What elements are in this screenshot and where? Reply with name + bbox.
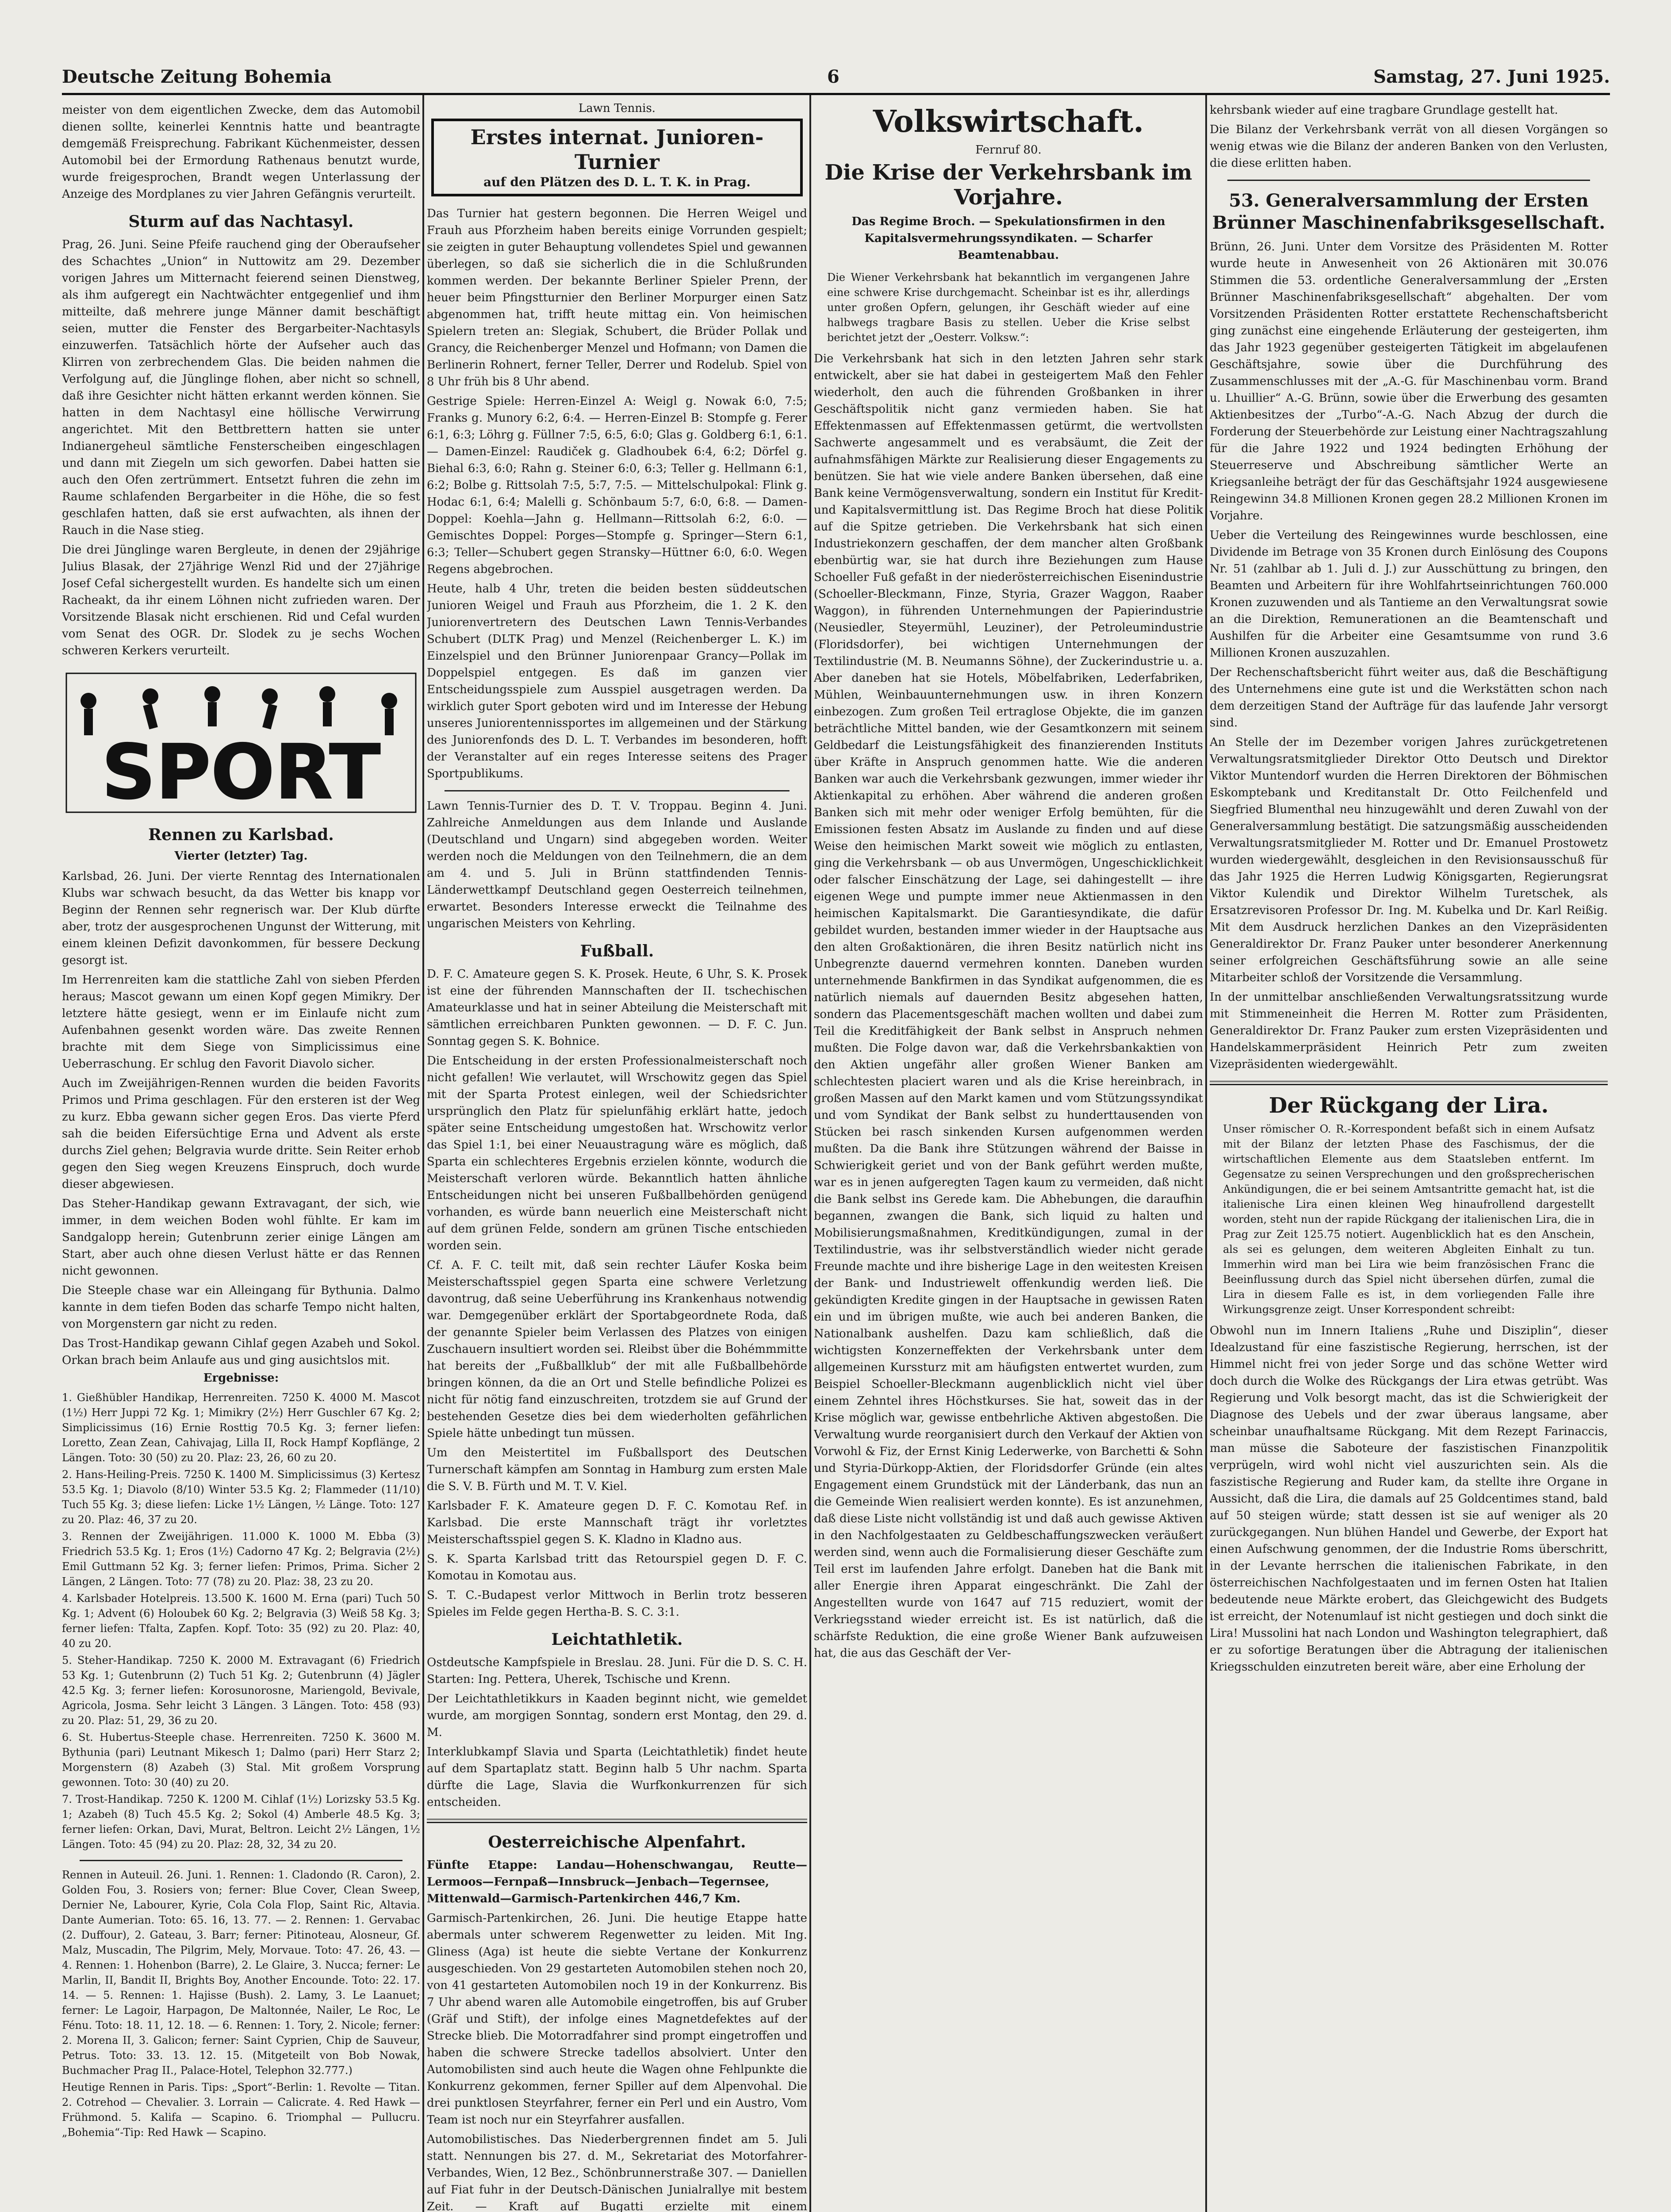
article-text: In der unmittelbar anschließenden Verwaltungsratssitzung wurde mit Stimmeneinheit die Herren M. Rotter zum Präsidenten, Generaldirektor Dr. Franz Pauker zum ersten Vizepräsidenten und Handelskammerpräsident Heinrich Petr zum zweiten Vizepräsidenten wiedergewählt.	[1210, 991, 1608, 1071]
article-text: Das Steher-Handikap gewann Extravagant, der sich, wie immer, in dem weichen Boden wohl fühlte. Er kam im Sandgalopp herein; Gutenbrunn zerier einige Längen am Start, aber auch ohne diesen Verlust hätte er das Rennen nicht gewonnen.	[62, 1197, 420, 1278]
headline-leichtathletik: Leichtathletik.	[551, 1630, 683, 1649]
article-text: Auch im Zweijährigen-Rennen wurden die beiden Favorits Primos und Prima geschlagen. Für den ersteren ist der Weg zu kurz. Ebba gewann sicher gegen Eros. Das vierte Pferd sah die beiden Eifersüchtige Erna und Advent als erste durchs Ziel gehen; Belgravia wurde dritte. Sein Reiter erhob gegen den Sieg wegen Kreuzens Einspruch, doch wurde dieser abgewiesen.	[62, 1077, 420, 1191]
article-text: Der Rechenschaftsbericht führt weiter aus, daß die Beschäftigung des Unternehmens eine gute ist und die Werkstätten schon nach dem derzeitigen Stand der Aufträge für das laufende Jahr versorgt sind.	[1210, 666, 1608, 730]
box-subtitle: auf den Plätzen des D. L. T. K. in Prag.	[483, 175, 751, 189]
newspaper-name: Deutsche Zeitung Bohemia	[62, 66, 332, 87]
column-rule	[1205, 95, 1207, 2212]
column-1	[62, 102, 420, 2142]
race-result: 6. St. Hubertus-Steeple chase. Herrenreiten. 7250 K. 3600 M. Bythunia (pari) Leutnant Mikesch 1; Dalmo (pari) Herr Starz 2; Morgenstern (8) Azabeh (3) Stal. Mit großem Vorsprung gewonnen. Toto: 30 (40) zu 20.	[62, 1731, 420, 1789]
article-text: Die Bilanz der Verkehrsbank verrät von all diesen Vorgängen so wenig etwas wie die Bilanz der anderen Banken von den Verlusten, die diese erlitten haben.	[1210, 123, 1608, 170]
column-3	[814, 102, 1203, 1664]
article-text: D. F. C. Amateure gegen S. K. Prosek. Heute, 6 Uhr, S. K. Prosek ist eine der führenden Mannschaften der II. tschechischen Amateurklasse und hat in seiner Abteilung die Meisterschaft mit sämtlichen erreichbaren Punkten gewonnen. — D. F. C. Jun. Sonntag gegen S. K. Bohnice.	[427, 968, 807, 1048]
article-text: Das Turnier hat gestern begonnen. Die Herren Weigel und Frauh aus Pforzheim haben bereits einige Vorrunden gespielt; sie zeigten in guter Behauptung vollendetes Spiel und gewannen überlegen, so daß sie sicherlich die in die Schlußrunden kommen werden. Der bekannte Berliner Spieler Prenn, der heuer beim Pfingstturnier den Berliner Morpurger einen Satz abgenommen hat, trifft heute mittag ein. Von heimischen Spielern treten an: Slegiak, Schubert, die Brüder Pollak und Grancy, die Reichenberger Menzel und Hofmann; von Damen die Berlinerin Rohnert, ferner Teller, Derrer und Rodelub. Spiel von 8 Uhr früh bis 8 Uhr abend.	[427, 207, 807, 388]
article-text: Interklubkampf Slavia und Sparta (Leichtathletik) findet heute auf dem Spartaplatz statt. Beginn halb 5 Uhr nachm. Sparta dürfte die Lage, Slavia die Wurfkonkurrenzen für sich entscheiden.	[427, 1745, 807, 1809]
divider	[80, 1860, 402, 1861]
headline-sturm: Sturm auf das Nachtasyl.	[128, 212, 354, 231]
article-text: S. T. C.-Budapest verlor Mittwoch in Berlin trotz besseren Spieles im Felde gegen Hertha-B. S. C. 3:1.	[427, 1589, 807, 1619]
race-result: 3. Rennen der Zweijährigen. 11.000 K. 1000 M. Ebba (3) Friedrich 53.5 Kg. 1; Eros (1½) Cadorno 47 Kg. 2; Belgravia (2½) Emil Guttmann 52 Kg. 3; ferner liefen: Primos, Prima. Sicher 2 Längen, 2 Längen. Toto: 77 (78) zu 20. Plaz: 38, 23 zu 20.	[62, 1530, 420, 1588]
article-text: Die drei Jünglinge waren Bergleute, in denen der 29jährige Julius Blasak, der 27jährige Wenzl Rid und der 27jährige Josef Cefal sichergestellt wurden. Es handelte sich um einen Racheakt, da ihr einem Löhnen nicht zufrieden waren. Der Vorsitzende Blasak nicht erschienen. Rid und Cefal wurden vom Senat des OGR. Dr. Slodek zu je sechs Wochen schweren Kerkers verurteilt.	[62, 543, 420, 657]
article-intro: Unser römischer O. R.-Korrespondent befaßt sich in einem Aufsatz mit der Bilanz der letzten Phase des Faschismus, der die wirtschaftlichen Elemente aus dem Staatsleben entfernt. Im Gegensatze zu seinen Versprechungen und den großsprecherischen Ankündigungen, die er bei seinem Amtsantritte gemacht hat, ist die italienische Lira einen kleinen Weg hinaufrollend dargestellt worden, steht nun der rapide Rückgang der italienischen Lira, die in Prag zur Zeit 125.75 notiert. Augenblicklich hat es den Anschein, als sei es gelungen, dem weiteren Abgleiten Einhalt zu tun. Immerhin wird man bei Lira wie beim französischen Franc die Beeinflussung durch das Spiel nicht übersehen dürfen, zumal die Lira in diesem Falle es ist, in dem vorliegenden Falle ihre Wirkungsgrenze zeigt. Unser Korrespondent schreibt:	[1223, 1123, 1594, 1316]
article-text: Karlsbad, 26. Juni. Der vierte Renntag des Internationalen Klubs war schwach besucht, da das Wetter bis knapp vor Beginn der Rennen sehr regnerisch war. Der Klub dürfte aber, trotz der ausgesprochenen Ungunst der Witterung, mit einem kleinen Defizit davonkommen, für bessere Deckung gesorgt ist.	[62, 870, 420, 967]
column-2	[427, 102, 807, 2212]
masthead	[62, 62, 1610, 95]
article-continuation: kehrsbank wieder auf eine tragbare Grundlage gestellt hat.	[1210, 104, 1558, 117]
article-text: Garmisch-Partenkirchen, 26. Juni. Die heutige Etappe hatte abermals unter schwerem Regenwetter zu leiden. Mit Ing. Gliness (Aga) ist heute die siebte Vertane der Konkurrenz ausgeschieden. Von 29 gestarteten Automobilen stehen noch 20, von 41 gestarteten Automobilen noch 19 in der Konkurrenz. Bis 7 Uhr abend waren alle Automobile eingetroffen, bis auf Gruber (Gräf und Stift), der infolge eines Magnetdefektes auf der Strecke blieb. Die Motorradfahrer sind prompt eingetroffen und haben die schwere Strecke tadellos absolviert. Unter den Automobilisten sind auch heute die Wagen ohne Fehlpunkte die Konkurrenz gekommen, ferner Spiller auf dem Alpenvohal. Die drei punktlosen Steyrfahrer, ferner ein Perl und ein Austro, Vom Team ist noch nur ein Steyrfahrer ausfallen.	[427, 1912, 807, 2127]
article-text: Die Steeple chase war ein Alleingang für Bythunia. Dalmo kannte in dem tiefen Boden das scharfe Tempo nicht halten, von Morgenstern gar nicht zu reden.	[62, 1284, 420, 1331]
article-text: Karlsbader F. K. Amateure gegen D. F. C. Komotau Ref. in Karlsbad. Die erste Mannschaft trägt ihr vorletztes Meisterschaftsspiel gegen S. K. Kladno in Kladno aus.	[427, 1499, 807, 1546]
column-4	[1210, 102, 1608, 1678]
article-text: Ueber die Verteilung des Reingewinnes wurde beschlossen, eine Dividende im Betrage von 35 Kronen durch Einlösung des Coupons Nr. 51 (zahlbar ab 1. Juli d. J.) zur Ausschüttung zu bringen, den Beamten und Arbeitern für ihre Wohlfahrtseinrichtungen 760.000 Kronen zuzuwenden und als Tantieme an den Verwaltungsrat sowie an die Direktion, Remunerationen an die Beamtenschaft und Aushilfen für die Arbeiter eine Gesamtsumme von rund 3.6 Millionen Kronen auszuzahlen.	[1210, 529, 1608, 660]
page-number: 6	[827, 66, 839, 87]
article-text: Rennen in Auteuil. 26. Juni. 1. Rennen: 1. Cladondo (R. Caron), 2. Golden Fou, 3. Rosiers von; ferner: Blue Cover, Clean Sweep, Dernier Ne, Labourer, Kyrie, Cola Cola Flop, Saint Ric, Altavia. Dante Aumerian. Toto: 65. 16, 13. 77. — 2. Rennen: 1. Gervabac (2. Duffour), 2. Gateau, 3. Barr; ferner: Pitinoteau, Alosneur, Gf. Malz, Muscadin, The Pilgrim, Mely, Morvaue. Toto: 47. 26, 43. — 4. Rennen: 1. Hohenbon (Barre), 2. Le Glaire, 3. Nucca; ferner: Le Marlin, II, Bandit II, Brights Boy, Another Encounde. Toto: 22. 17. 14. — 5. Rennen: 1. Hajisse (Bush). 2. Lamy, 3. Le Laanuet; ferner: Le Lagoir, Harpagon, De Maltonnée, Nailer, Le Roc, Le Fénu. Toto: 18. 11, 12. 18. — 6. Rennen: 1. Tory, 2. Nicole; ferner: 2. Morena II, 3. Galicon; ferner: Saint Cyprien, Chip de Sauveur, Petrus. Toto: 33. 13. 12. 15. (Mitgeteilt von Bob Nowak, Buchmacher Prag II., Palace-Hotel, Telephon 32.777.)	[62, 1869, 420, 2077]
section-title: Volkswirtschaft.	[873, 104, 1144, 139]
headline-fussball: Fußball.	[580, 942, 654, 960]
article-text: Um den Meistertitel im Fußballsport des Deutschen Turnerschaft kämpfen am Sonntag in Hamburg zum ersten Male die S. V. B. Fürth und M. T. V. Kiel.	[427, 1446, 807, 1493]
sport-logo	[62, 670, 420, 816]
article-text: An Stelle der im Dezember vorigen Jahres zurückgetretenen Verwaltungsratsmitglieder Direktor Otto Deutsch und Direktor Viktor Muntendorf wurden die Herren Direktoren der Böhmischen Eskomptebank und Kreditanstalt Dr. Otto Feilchenfeld und Siegfried Blumenthal neu hinzugewählt und deren Zuwahl von der Generalversammlung bestätigt. Die satzungsmäßig ausscheidenden Verwaltungsratsmitglieder M. Rotter und Dr. Emanuel Prostowetz wurden wiedergewählt, desgleichen in den Revisionsausschuß für das Jahr 1925 die Herren Ludwig Königsgarten, Regierungsrat Viktor Kulendik und Direktor Wilhelm Turetschek, als Ersatzrevisoren Professor Dr. Ing. M. Kubelka und Dr. Karl Reißig. Mit dem Ausdruck herzlichen Dankes an den Vizepräsidenten Generaldirektor Dr. Franz Pauker unter besonderer Anerkennung seiner erfolgreichen Geschäftsführung sowie an alle seine Mitarbeiter schloß der Vorsitzende die Versammlung.	[1210, 736, 1608, 984]
sport-logo-text: SPORT	[101, 729, 381, 816]
divider	[1227, 180, 1590, 181]
issue-date: Samstag, 27. Juni 1925.	[1373, 66, 1610, 87]
divider	[1210, 1081, 1608, 1085]
article-text: Ostdeutsche Kampfspiele in Breslau. 28. Juni. Für die D. S. C. H. Starten: Ing. Pettera, Uherek, Tschische und Krenn.	[427, 1656, 807, 1686]
article-text: Im Herrenreiten kam die stattliche Zahl von sieben Pferden heraus; Mascot gewann um einen Kopf gegen Mimikry. Der letztere hätte gesiegt, wenn er im Einlaufe nicht zum Aufenbahnen gesenkt worden wäre. Das zweite Rennen brachte mit dem Siege von Simplicissimus eine Ueberraschung. Er schlug den Favorit Diavolo sicher.	[62, 973, 420, 1071]
article-text: Heutige Rennen in Paris. Tips: „Sport“-Berlin: 1. Revolte — Titan. 2. Cotrehod — Chevalier. 3. Lorrain — Calicrate. 4. Red Hawk — Frühmond. 5. Kalifa — Scapino. 6. Triomphal — Pullucru. „Bohemia“-Tip: Red Hawk — Scapino.	[62, 2081, 420, 2139]
divider	[427, 1819, 807, 1823]
results-heading: Ergebnisse:	[203, 1371, 279, 1385]
race-result: 7. Trost-Handikap. 7250 K. 1200 M. Cihlaf (1½) Lorizsky 53.5 Kg. 1; Azabeh (8) Tuch 45.5 Kg. 2; Sokol (4) Amberle 48.5 Kg. 3; ferner liefen: Orkan, Davi, Murat, Beltron. Leicht 2½ Längen, 1½ Längen. Toto: 45 (94) zu 20. Plaz: 28, 32, 34 zu 20.	[62, 1793, 420, 1851]
article-text: Cf. A. F. C. teilt mit, daß sein rechter Läufer Koska beim Meisterschaftsspiel gegen Sparta eine schwere Verletzung davontrug, daß seine Ueberführung ins Krankenhaus notwendig war. Demgegenüber erklärt der Sportabgeordnete Roda, daß der genannte Spieler beim Verlassen des Platzes von einigen Zuschauern insultiert worden sei. Rleibst über die Bohémmmitte hat bereits der „Fußballklub“ der mit alle Fußballbehörde bringen können, da die an Ort und Stelle befindliche Polizei es nicht für nötig fand einzuschreiten, trotzdem sie auf Grund der bestehenden Gesetze dies bei dem wiederholten gefährlichen Spiele hätte unbedingt tun müssen.	[427, 1259, 807, 1440]
tennis-box	[431, 119, 803, 196]
divider	[445, 790, 790, 791]
headline-lira: Der Rückgang der Lira.	[1269, 1093, 1549, 1118]
column-rule	[422, 95, 424, 2212]
headline-krise: Die Krise der Verkehrsbank im Vorjahre.	[824, 160, 1192, 210]
article-text: S. K. Sparta Karlsbad tritt das Retourspiel gegen D. F. C. Komotau in Komotau aus.	[427, 1552, 807, 1582]
article-lead: Das Regime Broch. — Spekulationsfirmen in den Kapitalsvermehrungssyndikaten. — Scharfer Beamtenabbau.	[851, 215, 1165, 262]
headline-alpenfahrt: Oesterreichische Alpenfahrt.	[488, 1833, 746, 1851]
race-result: 5. Steher-Handikap. 7250 K. 2000 M. Extravagant (6) Friedrich 53 Kg. 1; Gutenbrunn (2) Tuch 51 Kg. 2; Gutenbrunn (4) Jägler 42.5 Kg. 3; ferner liefen: Korosunorosne, Mariengold, Bevivale, Agricola, Josma. Sehr leicht 3 Längen. 3 Längen. Toto: 458 (93) zu 20. Plaz: 51, 29, 36 zu 20.	[62, 1654, 420, 1727]
race-result: 2. Hans-Heiling-Preis. 7250 K. 1400 M. Simplicissimus (3) Kertesz 53.5 Kg. 1; Diavolo (8/10) Winter 53.5 Kg. 2; Flammeder (11/10) Tuch 55 Kg. 3; diese liefen: Licke 1½ Längen, ½ Länge. Toto: 127 zu 20. Plaz: 46, 37 zu 20.	[62, 1468, 420, 1526]
article-text: Obwohl nun im Innern Italiens „Ruhe und Disziplin“, dieser Idealzustand für eine faszistische Regierung, herrschen, ist der Himmel nicht frei von jeder Sorge und das schöne Wetter wird doch durch die Wolke des Rückgangs der Lira etwas getrübt. Was Regierung und Volk besorgt macht, das ist die Schwierigkeit der Diagnose des Uebels und der zwar überaus langsame, aber scheinbar unaufhaltsame Rückgang. Mit dem Rezept Farinaccis, man müsse die Saboteure der faszistischen Finanzpolitik verprügeln, wird wohl nicht viel auszurichten sein. Als die faszistische Regierung and Ruder kam, da stellte ihre Organe in Aussicht, daß die Lira, die damals auf 25 Goldcentimes stand, bald auf 50 steigen würde; statt dessen ist sie auf weniger als 20 zurückgegangen. Nun blühen Handel und Gewerbe, der Export hat einen Aufschwung genommen, der die Industrie Roms überschritt, in der Levante herrschen die italienischen Fabrikate, in den österreichischen Nachfolgestaaten und im fernen Osten hat Italien bedeutende neue Märkte erobert, das Gleichgewicht des Budgets ist erreicht, der Notenumlauf ist nicht gestiegen und doch sinkt die Lira! Mussolini hat nach London und Washington telegraphiert, daß er zu sofortige Beratungen über die Abtragung der italienischen Kriegsschulden einzutreten bereit wäre, aber eine Erholung der	[1210, 1324, 1608, 1674]
article-text: Brünn, 26. Juni. Unter dem Vorsitze des Präsidenten M. Rotter wurde heute in Anwesenheit von 26 Aktionären mit 30.076 Stimmen die 53. ordentliche Generalversammlung der „Ersten Brünner Maschinenfabriksgesellschaft“ abgehalten. Der vom Vorsitzenden Präsidenten Rotter erstattete Rechenschaftsbericht ging zunächst eine eingehende Erläuterung der gesteigerten, ihm das Jahr 1923 gegenüber gesteigerten Tätigkeit im abgelaufenen Geschäftsjahre, sowie über die Durchführung des Zusammenschlusses mit der „A.-G. für Maschinenbau vorm. Brand u. Lhuillier“ A.-G. Brünn, sowie über die Erwerbung des gesamten Aktienbesitzes der „Turbo“-A.-G. Nach Abzug der durch die Forderung der Steuerbehörde zur Leistung einer Nachtragszahlung für die Jahre 1922 und 1924 bedingten Erhöhung der Steuerreserve und Abschreibung sämtlicher Werte an Kriegsanleihe beträgt der für das Geschäftsjahr 1924 ausgewiesene Reingewinn 34.8 Millionen Kronen gegen 28.2 Millionen Kronen im Vorjahre.	[1210, 240, 1608, 522]
headline-rennen: Rennen zu Karlsbad.	[148, 826, 334, 844]
article-text: Heute, halb 4 Uhr, treten die beiden besten süddeutschen Junioren Weigel und Frauh aus Pforzheim, die 1. 2 K. den Juniorenvertretern des Deutschen Lawn Tennis-Verbandes Schubert (DLTK Prag) und Menzel (Reichenberger L. K.) im Einzelspiel und den Brünner Juniorenpaar Grancy—Pollak im Doppelspiel entgegen. Es daß im ganzen vier Entscheidungsspiele zum Ausspiel ausgetragen werden. Da wirklich guter Sport geboten wird und im Interesse der Hebung unseres Juniorentennissportes im allgemeinen und der Stärkung des Juniorenfonds des D. L. T. Verbandes im besonderen, hofft der Veranstalter auf ein reges Interesse seitens des Prager Sportpublikums.	[427, 582, 807, 780]
article-lead: Fünfte Etappe: Landau—Hohenschwangau, Reutte—Lermoos—Fernpaß—Innsbruck—Jenbach—Tegernsee, Mittenwald—Garmisch-Partenkirchen 446,7 Km.	[427, 1859, 807, 1905]
article-text: Der Leichtathletikkurs in Kaaden beginnt nicht, wie gemeldet wurde, am morgigen Sonntag, sondern erst Montag, den 29. d. M.	[427, 1692, 807, 1739]
article-text: Automobilistisches. Das Niederbergrennen findet am 5. Juli statt. Nennungen bis 27. d. M., Sekretariat des Motorfahrer-Verbandes, Wien, 12 Bez., Schönbrunnerstraße 307. — Daniellen auf Fiat fuhr in der Deutsch-Dänischen Junialrallye mit bestem Zeit. — Kraft auf Bugatti erzielte mit einem	[427, 2133, 807, 2212]
race-result: 4. Karlsbader Hotelpreis. 13.500 K. 1600 M. Erna (pari) Tuch 50 Kg. 1; Advent (6) Holoubek 60 Kg. 2; Belgravia (3) Weiß 58 Kg. 3; ferner liefen: Tfalta, Zapfen. Kopf. Toto: 35 (92) zu 20. Plaz: 40, 40 zu 20.	[62, 1592, 420, 1650]
article-text: Die Verkehrsbank hat sich in den letzten Jahren sehr stark entwickelt, aber sie hat dabei in gesteigertem Maß den Fehler wiederholt, den auch die führenden Großbanken in ihrer Geschäftspolitik nicht ganz vermieden haben. Sie hat Effektenmassen auf Effektenmassen getürmt, die wertvollsten Sachwerte angesammelt und es verabsäumt, die Zeit der aufnahmsfähigen Märkte zur Realisierung dieser Engagements zu benützen. Sie hat wie viele andere Banken übersehen, daß eine Bank keine Vermögensverwaltung, sondern ein Institut für Kredit- und Kapitalsvermittlung ist. Das Regime Broch hat diese Politik auf die Spitze getrieben. Die Verkehrsbank hat sich einen Industriekonzern geschaffen, der dem mancher alten Großbank ebenbürtig war, sie hat durch ihre Beziehungen zum Hause Schoeller Fuß gefaßt in der niederösterreichischen Eisenindustrie (Schoeller-Bleckmann, Finze, Styria, Grazer Waggon, Raaber Waggon), in führenden Unternehmungen der Papierindustrie (Neusiedler, Steyermühl, Leuziner), der Petroleumindustrie (Floridsdorfer), bei wichtigen Unternehmungen der Textilindustrie (M. B. Neumanns Söhne), der Zuckerindustrie u. a. Aber daneben hat sie Hotels, Möbelfabriken, Lederfabriken, Mühlen, Weinbauunternehmungen usw. in ihren Konzern einbezogen. Zum großen Teil ertraglose Objekte, die im ganzen beträchtliche Mittel banden, wie der Gesamtkonzern mit seinem Geldbedarf die Leistungsfähigkeit des finanzierenden Instituts über Kräfte in Anspruch genommen hatte. Wie die anderen Banken war auch die Verkehrsbank gezwungen, immer wieder ihr Aktienkapital zu erhöhen. Aber während die anderen großen Banken sich mit mehr oder weniger Erfolg bemühten, für die Emissionen festen Absatz im Auslande zu finden und auf diese Weise den heimischen Markt soweit wie möglich zu entlasten, ging die Verkehrsbank — ob aus Unvermögen, Ungeschicklichkeit oder falscher Einschätzung der Lage, sei dahingestellt — ihre eigenen Wege und pumpte immer neue Aktienmassen in den heimischen Kapitalsmarkt. Die Garantiesyndikate, die dafür gebildet wurden, bestanden immer wieder in der Hauptsache aus den alten Großaktionären, die ihren Besitz natürlich nicht ins Unbegrenzte dauernd vermehren konnten. Daneben wurden unternehmende Bankfirmen in das Syndikat aufgenommen, die es natürlich niemals auf dauernden Besitz abgesehen hatten, sondern das Placementsgeschäft machen wollten und dabei zum Teil die Kreditfähigkeit der Bank selbst in Anspruch nehmen mußten. Die Folge davon war, daß die Verkehrsbankaktien von den Aktien ungefähr aller großen Wiener Banken am schlechtesten placiert waren und als die Krise hereinbrach, in großen Massen auf den Markt kamen und vom Stützungssyndikat und vom Syndikat der Bank selbst zu hunderttausenden von Stücken bei rasch sinkenden Kursen aufgenommen werden mußten. Da die Bank ihre Stützungen während der Baisse in Schwierigkeit geriet und von der Bank geführt werden mußte, war es in jenen aufgeregten Tagen kaum zu vermeiden, daß nicht die Bank selbst ins Gerede kam. Die Abhebungen, die daraufhin begannen, zwangen die Bank, sich liquid zu halten und Mobilisierungsmaßnahmen, Kreditkündigungen, zumal in der Textilindustrie, was ihr selbstverständlich wieder nicht gerade Freunde machte und ihre bisherige Lage in den weitesten Kreisen der Bank- und Industriewelt offenkundig werden ließ. Die gekündigten Kredite gingen in der Hauptsache in gewissen Raten ein und im übrigen mußte, wie auch bei anderen Banken, die Nationalbank aushelfen. Dazu kam schließlich, daß die wichtigsten Konzerneffekten der Verkehrsbank unter dem allgemeinen Kurssturz mit am häufigsten entwertet wurden, zum Beispiel Schoeller-Bleckmann augenblicklich nicht viel über einem Zehntel ihres Höchstkurses. Sie hat, soweit das in der Krise möglich war, gewisse entbehrliche Aktiven abgestoßen. Die Verwaltung wurde reorganisiert durch den Verkauf der Aktien von Vorwohl & Fiz, der Ernst Kinig Lederwerke, von Barchetti & Sohn und Styria-Dürkopp-Aktien, der Floridsdorfer Gründe (ein altes Engagement einem Grundstück mit der Länderbank, das nun an die Gemeinde Wien realisiert werden konnte). Es ist anzunehmen, daß diese Liste nicht vollständig ist und daß auch gewisse Aktiven in den Nachfolgestaaten zu Geldbeschaffungszwecken veräußert werden sind, wenn auch die Formalisierung dieser Geschäfte zum Teil erst im laufenden Jahre erfolgt. Daneben hat die Bank mit aller Energie ihren Apparat eingeschränkt. Die Zahl der Angestellten wurde von 1647 auf 715 reduziert, womit der Verkriegsstand wieder erreicht ist. Es ist natürlich, daß die schärfste Reduktion, die eine große Wiener Bank aufzuweisen hat, die aus das Geschäft der Ver-	[814, 352, 1203, 1660]
article-text: Gestrige Spiele: Herren-Einzel A: Weigl g. Nowak 6:0, 7:5; Franks g. Munory 6:2, 6:4. — Herren-Einzel B: Stompfe g. Ferer 6:1, 6:3; Löhrg g. Füllner 7:5, 6:5, 6:0; Glas g. Goldberg 6:1, 6:1. — Damen-Einzel: Raudiček g. Gladhoubek 6:4, 6:2; Dörfel g. Biehal 6:3, 6:0; Rahn g. Steiner 6:0, 6:3; Teller g. Hellmann 6:1, 6:2; Bolbe g. Rittsolah 7:5, 5:7, 7:5. — Mittelschulpokal: Flink g. Hodac 6:1, 6:4; Malelli g. Schönbaum 5:7, 6:0, 6:8. — Damen-Doppel: Koehla—Jahn g. Hellmann—Rittsolah 6:2, 6:0. — Gemischtes Doppel: Porges—Stompfe g. Springer—Stern 6:1, 6:3; Teller—Schubert gegen Stransky—Hüttner 6:0, 6:0. Wegen Regens abgebrochen.	[427, 395, 807, 576]
box-title: Erstes internat. Junioren-Turnier	[470, 125, 764, 174]
race-result: 1. Gießhübler Handikap, Herrenreiten. 7250 K. 4000 M. Mascot (1½) Herr Juppi 72 Kg. 1; Mimikry (2½) Herr Guschler 67 Kg. 2; Simplicissimus (16) Ernie Rosttig 70.5 Kg. 3; ferner liefen: Loretto, Zean Zean, Cahivajag, Lilla II, Rock Hampf Kopflänge, 2 Längen. Toto: 30 (50) zu 20. Plaz: 23, 26, 60 zu 20.	[62, 1391, 420, 1464]
article-text: Das Trost-Handikap gewann Cihlaf gegen Azabeh und Sokol. Orkan brach beim Anlaufe aus und ging ausichtslos mit.	[62, 1337, 420, 1367]
column-rule	[809, 95, 811, 2212]
subheadline: Vierter (letzter) Tag.	[174, 849, 308, 863]
section-phone: Fernruf 80.	[975, 143, 1042, 157]
section-label: Lawn Tennis.	[578, 102, 656, 115]
article-continuation: meister von dem eigentlichen Zwecke, dem das Automobil dienen sollte, keinerlei Kenntnis hatte und beantragte demgemäß Freisprechung. Fabrikant Küchenmeister, dessen Automobil bei der Ermordung Rathenaus benutzt wurde, wurde freigesprochen, Brandt wegen Unterlassung der Anzeige des Mordplanes zu vier Jahren Gefängnis verurteilt.	[62, 104, 420, 201]
article-intro: Die Wiener Verkehrsbank hat bekanntlich im vergangenen Jahre eine schwere Krise durchgemacht. Scheinbar ist es ihr, allerdings unter großen Opfern, gelungen, ihr Geschäft wieder auf eine halbwegs tragbare Basis zu stellen. Ueber die Krise selbst berichtet jetzt der „Oesterr. Volksw.“:	[827, 271, 1190, 344]
article-text: Prag, 26. Juni. Seine Pfeife rauchend ging der Oberaufseher des Schachtes „Union“ in Nuttowitz am 29. Dezember vorigen Jahres um Mitternacht feierend seinen Dienstweg, als ihm aufgeregt ein Nachtwächter entgegenlief und ihm mitteilte, daß mehrere junge Männer damit beschäftigt seien, mutter die Fenster des Bergarbeiter-Nachtasyls einzuwerfen. Tatsächlich hörte der Aufseher auch das Klirren von zerbrechendem Glas. Die beiden nahmen die Verfolgung auf, die Jünglinge flohen, aber nicht so schnell, daß ihre Gesichter nicht hätten erkannt werden können. Sie hatten in dem Nachtasyl eine höllische Verwirrung angerichtet. Mit den Bettbrettern hatten sie unter Indianergeheul sämtliche Fensterscheiben eingeschlagen und dann mit Ziegeln um sich geworfen. Dabei hatten sie auch den Ofen zertrümmert. Entsetzt fuhren die zehn im Raume schlafenden Bergarbeiter in die Höhe, die so fest geschlafen hatten, daß sie erst aufwachten, als ihnen der Rauch in die Nase stieg.	[62, 238, 420, 537]
headline-generalversammlung: 53. Generalversammlung der Ersten Brünner Maschinenfabriksgesellschaft.	[1212, 190, 1606, 233]
article-text: Die Entscheidung in der ersten Professionalmeisterschaft noch nicht gefallen! Wie verlautet, will Wrschowitz gegen das Spiel mit der Sparta Protest einlegen, weil der Schiedsrichter ursprünglich den Platz für spielunfähig erklärt hatte, jedoch später seine Entscheidung umgestoßen hat. Wrschowitz verlor das Spiel 1:1, bei einer Neuaustragung wäre es möglich, daß Sparta ein schlechteres Ergebnis erzielen könnte, wodurch die Meisterschaft verloren würde. Bekanntlich hatten ähnliche Entscheidungen nicht bei unseren Fußballbehörden genügend vorhanden, es würde bann neuerlich eine Meisterschaft nicht auf dem grünen Felde, sondern am grünen Tische entschieden worden sein.	[427, 1054, 807, 1252]
article-text: Lawn Tennis-Turnier des D. T. V. Troppau. Beginn 4. Juni. Zahlreiche Anmeldungen aus dem Inlande und Auslande (Deutschland und Ungarn) sind abgegeben worden. Weiter werden noch die Meldungen von den Teilnehmern, die an dem am 4. und 5. Juli in Brünn stattfindenden Tennis-Länderwettkampf Deutschland gegen Oesterreich teilnehmen, erwartet. Besonders Interesse erweckt die Teilnahme des ungarischen Meisters von Kehrling.	[427, 799, 807, 930]
